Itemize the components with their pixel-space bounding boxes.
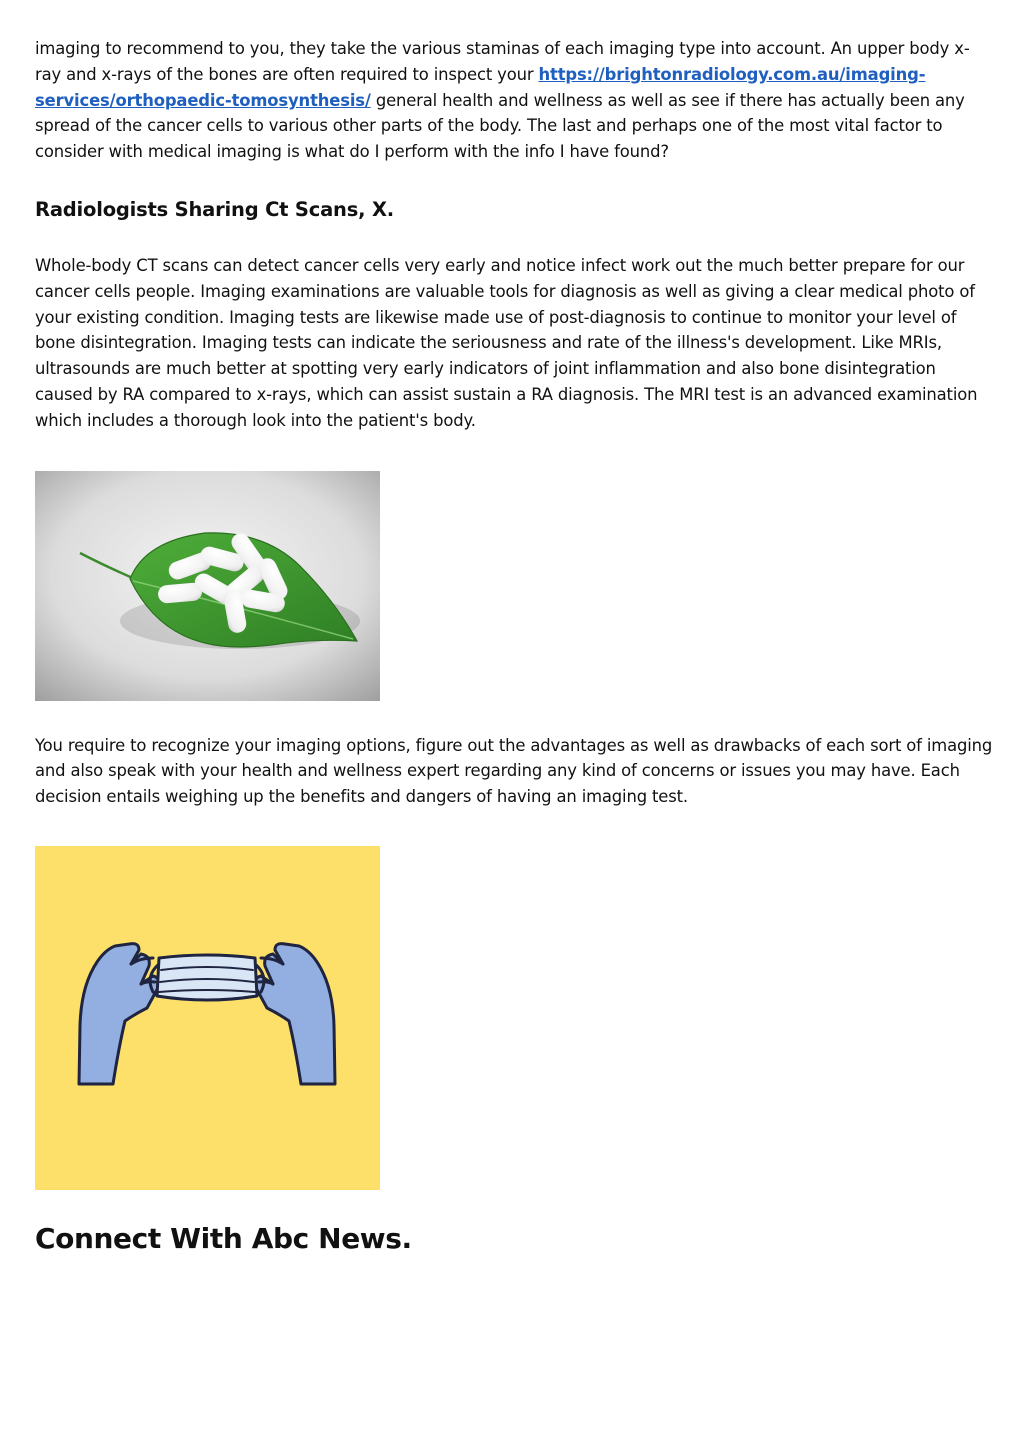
paragraph-ct-scans: Whole-body CT scans can detect cancer cells very early and notice infect work out the much better prepare for our cancer cells people. Imaging examinations are valuable tools for diagnosis as well as giving a clear medical photo of your existing condition. Imaging tests are likewise made use of post-diagnosis to continue to monitor your level of bone disintegration. Imaging tests can indicate the seriousness and rate of the illness's development. Like MRIs, ultrasounds are much better at spotting very early indicators of joint inflammation and also bone disintegration caused by RA compared to x-rays, which can assist sustain a RA diagnosis. The MRI test is an advanced examination which includes a thorough look into the patient's body. xyxy=(35,255,978,430)
paragraph-intro-text-start: imaging to recommend to you, they take the various staminas of each imaging type into account. An upper body x-ray and x-rays of the bones are often required to inspect your xyxy=(35,39,970,84)
article xyxy=(35,36,995,1258)
face-mask xyxy=(150,955,264,1000)
paragraph-imaging-options: You require to recognize your imaging options, figure out the advantages as well as drawbacks of each sort of imaging and also speak with your health and wellness expert regarding any kind of concerns or issues you may have. Each decision entails weighing up the benefits and dangers of having an imaging test. xyxy=(35,735,993,807)
section-heading-radiologists: Radiologists Sharing Ct Scans, X. xyxy=(35,197,394,221)
orthopaedic-tomosynthesis-link[interactable]: https://brightonradiology.com.au/imaging-services/orthopaedic-tomosynthesis/ xyxy=(35,64,926,110)
paragraph-intro xyxy=(35,36,995,165)
section-heading-connect: Connect With Abc News. xyxy=(35,1221,412,1255)
pills-on-leaf-photo xyxy=(35,471,380,701)
paragraph-intro-text-end: general health and wellness as well as see if there has actually been any spread of the cancer cells to various other parts of the body. The last and perhaps one of the most vital factor to consider with medical imaging is what do I perform with the info I have found? xyxy=(35,90,965,162)
hands-holding-mask-illustration xyxy=(35,846,380,1190)
